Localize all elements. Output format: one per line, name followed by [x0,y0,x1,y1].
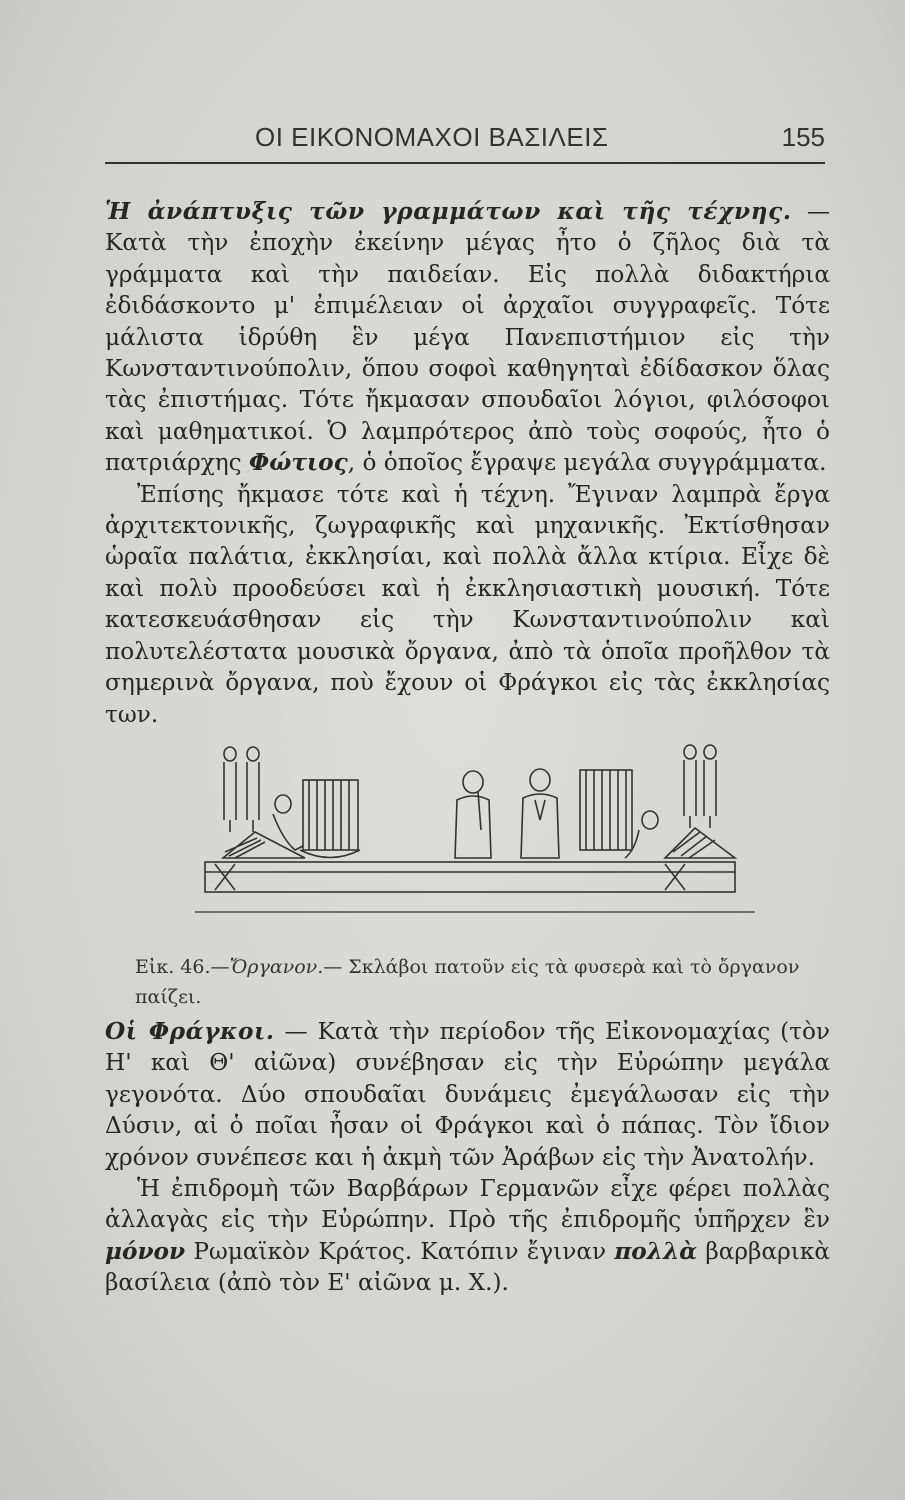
organ-pipes-right [580,770,632,850]
heading-dash: — [274,1018,318,1045]
running-title: ΟΙ ΕΙΚΟΝΟΜΑΧΟΙ ΒΑΣΙΛΕΙΣ [255,122,609,152]
musician-head [463,771,483,793]
organ-illustration [195,740,760,920]
musician-head [530,769,550,791]
paragraph-text: Κατὰ τὴν περίοδον τῆς Εἰκονομαχίας (τὸν Η' καὶ Θ' αἰῶνα) συνέβησαν εἰς τὴν Εὐρώπην μεγάλα γεγονότα. Δύο σπουδαῖαι δυνάμεις ἐμεγάλωσαν εἰς τὴν Δύσιν, αἱ ὁ ποῖαι ἦσαν οἱ Φράγκοι καὶ ὁ πάπας. Τὸν ἴδιον χρόνον συνέπεσε και ἡ ἀκμὴ τῶν Ἀράβων εἰς τὴν Ἀνατολήν. [105,1018,831,1171]
slave-figure-head [704,745,716,759]
section-heading-franks: Οἱ Φράγκοι. [105,1018,275,1045]
organist-right [642,811,658,829]
paragraph-letters [105,196,830,479]
paragraph-text: Ἡ ἐπιδρομὴ τῶν Βαρβάρων Γερμανῶν εἶχε φέρει πολλὰς ἀλλαγὰς εἰς τὴν Εὐρώπην. Πρὸ τῆς ἐπιδρομῆς ὑπῆρχεν ἓν [105,1175,830,1234]
page-number: 155 [781,122,825,152]
caption-label: Εἰκ. 46.— [135,956,230,978]
organist-left [275,795,291,813]
organ-base [205,862,735,892]
figure-caption [135,952,835,1012]
paragraph-invasion [105,1173,830,1299]
bellows-left [223,832,305,858]
emphasis-polla: πολλὰ [614,1237,698,1265]
organ-drawing [195,740,760,920]
section-heading-arts: Ἡ ἀνάπτυξις τῶν γραμμάτων καὶ τῆς τέχνης. [105,198,792,225]
paragraph-text: , ὁ ὁποῖος ἔγραψε μεγάλα συγγράμματα. [347,449,827,477]
paragraph-art: Ἐπίσης ἤκμασε τότε καὶ ἡ τέχνη. Ἔγιναν λαμπρὰ ἔργα ἀρχιτεκτονικῆς, ζωγραφικῆς καὶ μηχανικῆς. Ἐκτίσθησαν ὡραῖα παλάτια, ἐκκλησίαι, καὶ πολλὰ ἄλλα κτίρια. Εἶχε δὲ καὶ πολὺ προοδεύσει καὶ ἡ ἐκκλησιαστικὴ μουσική. Τότε κατεσκευάσθησαν εἰς τὴν Κωνσταντινούπολιν καὶ πολυτελέστατα μουσικὰ ὄργανα, ἀπὸ τὰ ὁποῖα προῆλθον τὰ σημερινὰ ὄργανα, ποὺ ἔχουν οἱ Φράγκοι εἰς τὰς ἐκκλησίας των. [105,480,830,728]
paragraph-franks [105,1016,830,1173]
slave-figure-head [247,747,259,761]
section-arts [105,196,830,730]
page-header [105,122,825,164]
caption-title: Ὄργανον. [229,956,324,978]
slave-figure-head [684,745,696,759]
emphasis-monon: μόνον [105,1237,186,1265]
heading-dash: — [791,198,831,225]
paragraph-text: Κατὰ τὴν ἐποχὴν ἐκείνην μέγας ἦτο ὁ ζῆλος διὰ τὰ γράμματα καὶ τὴν παιδείαν. Εἰς πολλὰ διδακτήρια ἐδιδάσκοντο μ' ἐπιμέλειαν οἱ ἀρχαῖοι συγγραφεῖς. Τότε μάλιστα ἱδρύθη ἓν μέγα Πανεπιστήμιον εἰς τὴν Κωνσταντινούπολιν, ὅπου σοφοὶ καθηγηταὶ ἐδίδασκον ὅλας τὰς ἐπιστήμας. Τότε ἤκμασαν σπουδαῖοι λόγιοι, φιλόσοφοι καὶ μαθηματικοί. Ὁ λαμπρότερος ἀπὸ τοὺς σοφούς, ἦτο ὁ πατριάρχης [105,229,830,477]
caption-text: — Σκλάβοι πατοῦν εἰς τὰ φυσερὰ καὶ τὸ ὄργανον παίζει. [135,956,800,1008]
paragraph-text: βαρβαρικὰ βασίλεια (ἀπὸ τὸν Ε' αἰῶνα μ. Χ.). [105,1237,830,1297]
name-photios: Φώτιος [249,449,348,477]
section-franks [105,1016,830,1299]
slave-figure-head [224,747,236,761]
paragraph-text: Ρωμαϊκὸν Κράτος. Κατόπιν ἔγιναν [185,1237,615,1265]
